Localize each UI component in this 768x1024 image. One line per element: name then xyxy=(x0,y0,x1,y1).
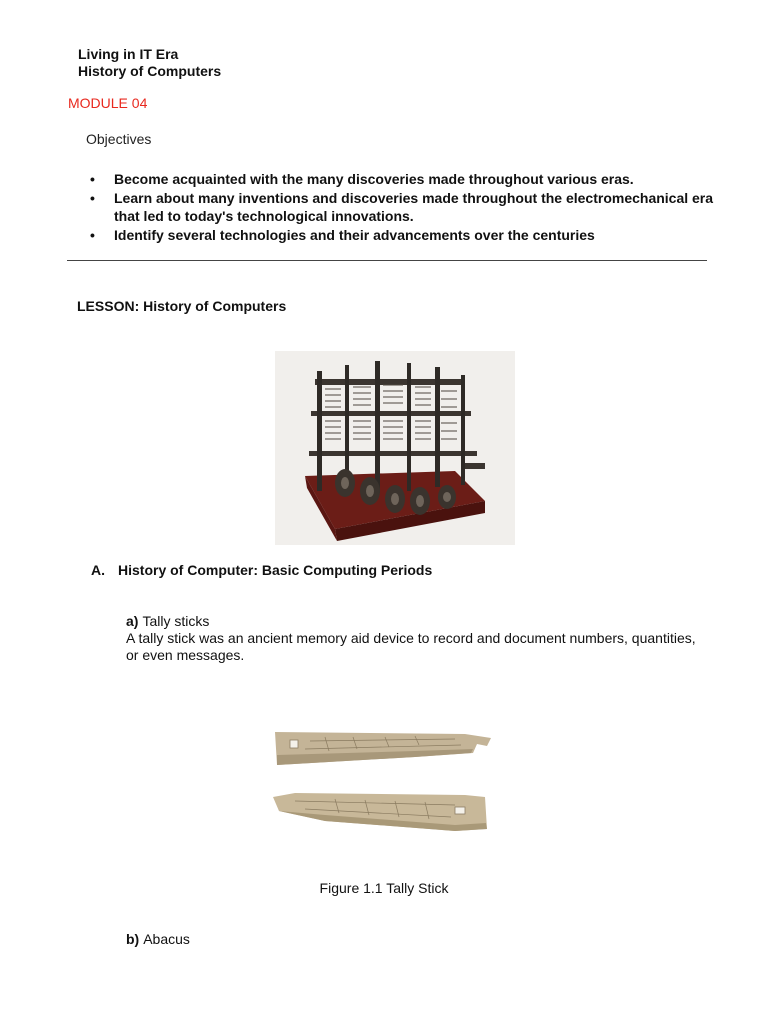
course-title: Living in IT Era xyxy=(78,46,179,62)
section-title: History of Computer: Basic Computing Periods xyxy=(118,562,433,578)
objective-item: • Become acquainted with the many discoveries made throughout various eras. xyxy=(90,170,716,189)
tally-heading xyxy=(126,613,209,629)
figure-caption: Figure 1.1 Tally Stick xyxy=(319,880,449,896)
item-marker: b) xyxy=(126,931,140,947)
divider xyxy=(67,260,707,261)
section-a-heading xyxy=(91,562,432,578)
objective-item: • Learn about many inventions and discoveries made throughout the electromechanical era that led to today's technological innovations. xyxy=(90,189,716,226)
item-title: Abacus xyxy=(143,931,190,947)
section-marker: A. xyxy=(91,562,105,578)
item-title: Tally sticks xyxy=(142,613,210,629)
item-marker: a) xyxy=(126,613,139,629)
module-label: MODULE 04 xyxy=(68,95,148,111)
topic-title: History of Computers xyxy=(78,63,222,79)
objective-item: • Identify several technologies and their advancements over the centuries xyxy=(90,226,716,245)
objectives-heading: Objectives xyxy=(86,131,152,147)
tally-description: A tally stick was an ancient memory aid device to record and document numbers, quantities, or even messages. xyxy=(126,630,696,663)
tally-stick-image xyxy=(265,725,500,840)
analytical-engine-image xyxy=(275,351,515,545)
objectives-list xyxy=(90,170,716,244)
abacus-heading xyxy=(126,931,190,947)
lesson-title: LESSON: History of Computers xyxy=(77,298,287,314)
